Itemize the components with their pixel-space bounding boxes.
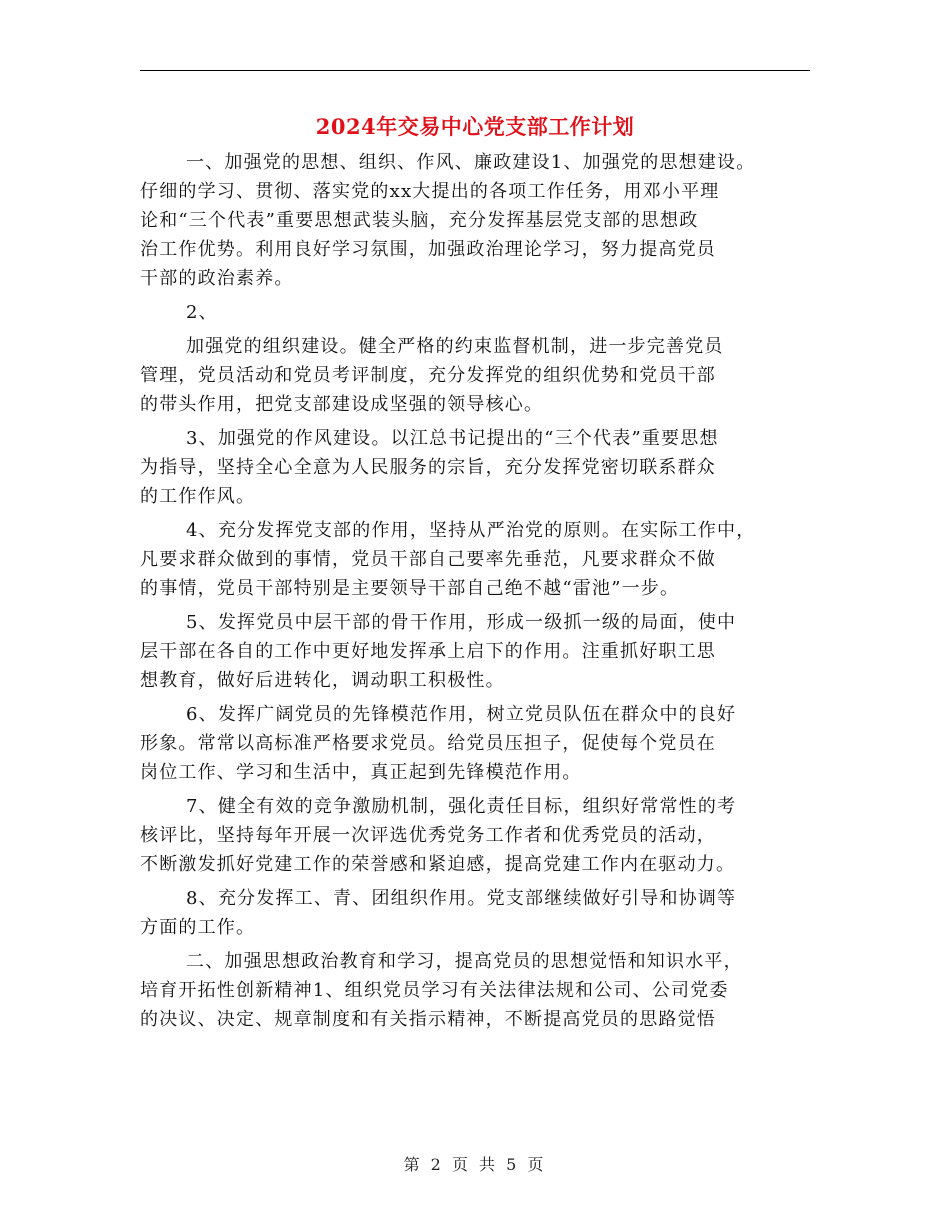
paragraph-line: 为指导，坚持全心全意为人民服务的宗旨，充分发挥党密切联系群众 bbox=[140, 457, 716, 478]
paragraph-line: 的决议、决定、规章制度和有关指示精神，不断提高党员的思路觉悟 bbox=[140, 1009, 716, 1030]
document-title: 2024年交易中心党支部工作计划 bbox=[315, 114, 635, 139]
paragraph-line: 的事情，党员干部特别是主要领导干部自己绝不越“雷池”一步。 bbox=[140, 578, 680, 599]
paragraph-line: 3、加强党的作风建设。以江总书记提出的“三个代表”重要思想 bbox=[186, 428, 719, 449]
paragraph-line: 7、健全有效的竞争激励机制，强化责任目标，组织好常常性的考 bbox=[186, 796, 737, 817]
page-number: 第 2 页 共 5 页 bbox=[403, 1155, 547, 1174]
paragraph-line: 方面的工作。 bbox=[140, 917, 256, 938]
paragraph-line: 管理，党员活动和党员考评制度，充分发挥党的组织优势和党员干部 bbox=[140, 365, 716, 386]
paragraph-line: 一、加强党的思想、组织、作风、廉政建设1、加强党的思想建设。 bbox=[186, 152, 756, 173]
paragraph-line: 论和“三个代表”重要思想武装头脑，充分发挥基层党支部的思想政 bbox=[140, 210, 699, 231]
paragraph-line: 4、充分发挥党支部的作用，坚持从严治党的原则。在实际工作中， bbox=[186, 520, 756, 541]
paragraph-line: 的工作作风。 bbox=[140, 486, 256, 507]
paragraph-line: 层干部在各自的工作中更好地发挥承上启下的作用。注重抓好职工思 bbox=[140, 641, 716, 662]
paragraph-line: 二、加强思想政治教育和学习，提高党员的思想觉悟和知识水平， bbox=[186, 951, 743, 972]
paragraph-line: 治工作优势。利用良好学习氛围，加强政治理论学习，努力提高党员 bbox=[140, 239, 716, 260]
header-rule bbox=[140, 70, 810, 71]
paragraph-line: 仔细的学习、贯彻、落实党的xx大提出的各项工作任务，用邓小平理 bbox=[140, 181, 720, 202]
paragraph-line: 5、发挥党员中层干部的骨干作用，形成一级抓一级的局面，使中 bbox=[186, 612, 737, 633]
paragraph-line: 核评比，坚持每年开展一次评选优秀党务工作者和优秀党员的活动， bbox=[140, 825, 716, 846]
paragraph-line: 凡要求群众做到的事情，党员干部自己要率先垂范，凡要求群众不做 bbox=[140, 549, 716, 570]
paragraph-line: 培育开拓性创新精神1、组织党员学习有关法律法规和公司、公司党委 bbox=[140, 980, 729, 1001]
paragraph-line: 想教育，做好后进转化，调动职工积极性。 bbox=[140, 670, 505, 691]
paragraph-line: 6、发挥广阔党员的先锋模范作用，树立党员队伍在群众中的良好 bbox=[186, 704, 737, 725]
paragraph-line: 不断激发抓好党建工作的荣誉感和紧迫感，提高党建工作内在驱动力。 bbox=[140, 854, 736, 875]
paragraph-line: 2、 bbox=[186, 302, 218, 323]
document-body bbox=[140, 148, 830, 1034]
paragraph-line: 形象。常常以高标准严格要求党员。给党员压担子，促使每个党员在 bbox=[140, 733, 716, 754]
paragraph-line: 的带头作用，把党支部建设成坚强的领导核心。 bbox=[140, 394, 544, 415]
paragraph-line: 干部的政治素养。 bbox=[140, 268, 294, 289]
paragraph-line: 岗位工作、学习和生活中，真正起到先锋模范作用。 bbox=[140, 762, 582, 783]
paragraph-line: 加强党的组织建设。健全严格的约束监督机制，进一步完善党员 bbox=[186, 336, 724, 357]
paragraph-line: 8、充分发挥工、青、团组织作用。党支部继续做好引导和协调等 bbox=[186, 888, 737, 909]
